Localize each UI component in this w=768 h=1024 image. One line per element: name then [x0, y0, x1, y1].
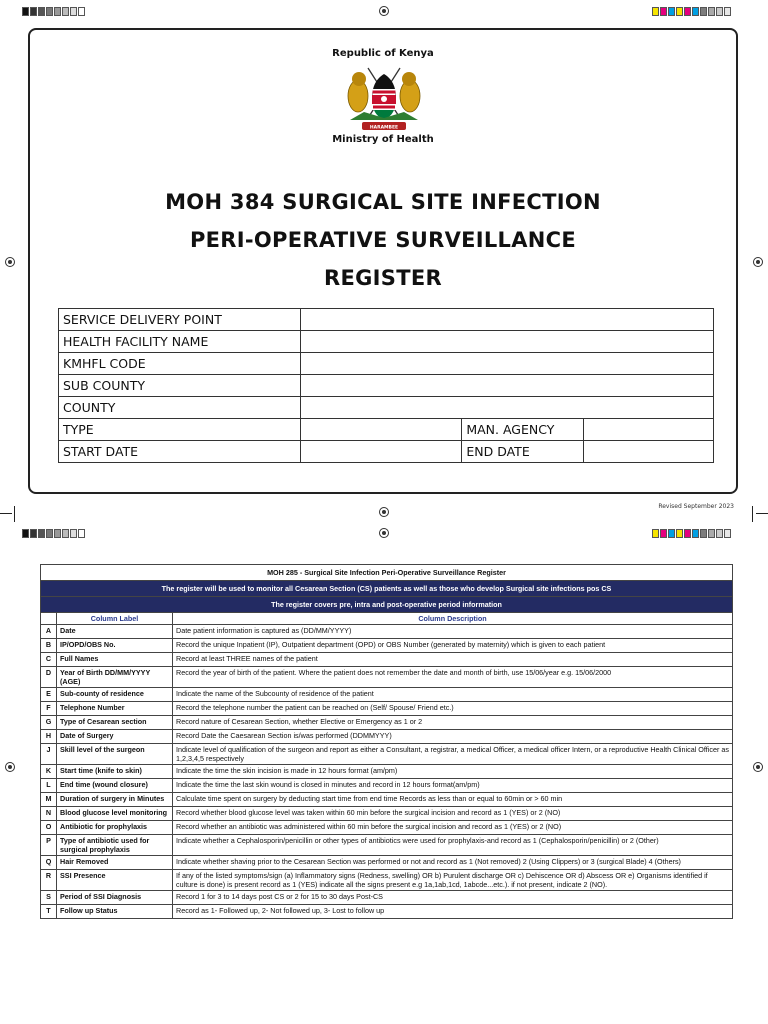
type-label: TYPE: [59, 419, 301, 441]
column-label: Sub-county of residence: [57, 688, 173, 702]
registration-mark-bottom-card: [379, 507, 389, 517]
column-label: Blood glucose level monitoring: [57, 807, 173, 821]
color-swatch: [46, 529, 53, 538]
column-description: Record at least THREE names of the patient: [173, 653, 733, 667]
color-swatch: [724, 529, 731, 538]
color-swatch: [660, 529, 667, 538]
column-label: Year of Birth DD/MM/YYYY (AGE): [57, 667, 173, 688]
color-swatch: [716, 529, 723, 538]
register-row: [41, 667, 733, 688]
column-label: Antibiotic for prophylaxis: [57, 821, 173, 835]
column-description: Indicate the time the skin incision is made in 12 hours format (am/pm): [173, 765, 733, 779]
registration-mark-right: [753, 257, 763, 267]
column-description: Indicate level of qualification of the surgeon and report as either a Consultant, a registrar, a medical Officer, a medical officer Intern, or a reproductive Health Clinical Officer as 1,2,3,4,5 respectively: [173, 744, 733, 765]
register-row: [41, 891, 733, 905]
start-date-field[interactable]: [300, 441, 462, 463]
register-row: [41, 639, 733, 653]
facility-info-table: [58, 308, 714, 463]
color-swatch: [30, 529, 37, 538]
column-label: End time (wound closure): [57, 779, 173, 793]
column-label: Skill level of the surgeon: [57, 744, 173, 765]
color-swatch: [676, 529, 683, 538]
registration-mark-left: [5, 257, 15, 267]
start-date-label: START DATE: [59, 441, 301, 463]
register-row: [41, 835, 733, 856]
info-row-health-facility-name: [59, 331, 714, 353]
gray-color-strip-mid-left: [22, 529, 86, 538]
color-swatch: [708, 7, 715, 16]
color-swatch: [692, 529, 699, 538]
register-row: [41, 779, 733, 793]
color-swatch: [668, 529, 675, 538]
register-row: [41, 821, 733, 835]
column-header-row: [41, 613, 733, 625]
cover-card: [28, 28, 738, 494]
register-title-line-1: MOH 384 SURGICAL SITE INFECTION: [165, 190, 601, 214]
column-letter: F: [41, 702, 57, 716]
county-field[interactable]: [300, 397, 713, 419]
county-label: COUNTY: [59, 397, 301, 419]
register-banner-row-2: [41, 597, 733, 613]
register-row: [41, 793, 733, 807]
column-letter: O: [41, 821, 57, 835]
register-heading-row: [41, 565, 733, 581]
color-swatch: [716, 7, 723, 16]
man-agency-label: MAN. AGENCY: [462, 419, 584, 441]
column-label: Date: [57, 625, 173, 639]
color-swatch: [684, 7, 691, 16]
register-row: [41, 765, 733, 779]
process-color-strip-top-right: [652, 7, 732, 16]
column-letter: S: [41, 891, 57, 905]
registration-mark-left-lower: [5, 762, 15, 772]
color-swatch: [38, 7, 45, 16]
column-label: Type of Cesarean section: [57, 716, 173, 730]
register-row: [41, 856, 733, 870]
color-swatch: [700, 7, 707, 16]
color-swatch: [78, 7, 85, 16]
color-swatch: [700, 529, 707, 538]
column-header-blank: [41, 613, 57, 625]
column-description: Indicate the time the last skin wound is closed in minutes and record in 12 hours format(am/pm): [173, 779, 733, 793]
column-description: Record the unique Inpatient (IP), Outpatient department (OPD) or OBS Number (generated by maternity) which is given to each patient: [173, 639, 733, 653]
color-swatch: [62, 7, 69, 16]
column-letter: J: [41, 744, 57, 765]
color-swatch: [38, 529, 45, 538]
man-agency-field[interactable]: [584, 419, 714, 441]
svg-text:HARAMBEE: HARAMBEE: [369, 125, 399, 131]
column-label: Telephone Number: [57, 702, 173, 716]
column-description: Date patient information is captured as (DD/MM/YYYY): [173, 625, 733, 639]
info-row-county: [59, 397, 714, 419]
register-row: [41, 702, 733, 716]
column-letter: D: [41, 667, 57, 688]
register-row: [41, 653, 733, 667]
column-description: Record as 1- Followed up, 2- Not followed up, 3- Lost to follow up: [173, 905, 733, 919]
color-swatch: [724, 7, 731, 16]
column-letter: H: [41, 730, 57, 744]
republic-label: Republic of Kenya: [332, 48, 434, 59]
color-swatch: [54, 529, 61, 538]
info-row-service-delivery-point: [59, 309, 714, 331]
column-label: Follow up Status: [57, 905, 173, 919]
color-swatch: [652, 529, 659, 538]
register-row: [41, 807, 733, 821]
column-label: Date of Surgery: [57, 730, 173, 744]
registration-mark-table-top: [379, 528, 389, 538]
column-label: IP/OPD/OBS No.: [57, 639, 173, 653]
service-delivery-point-field[interactable]: [300, 309, 713, 331]
register-instructions-table: [40, 564, 733, 919]
column-description: Record whether an antibiotic was administered within 60 min before the surgical incision and record as 1 (YES) or 2 (NO): [173, 821, 733, 835]
column-label: Hair Removed: [57, 856, 173, 870]
column-letter: R: [41, 870, 57, 891]
column-letter: T: [41, 905, 57, 919]
kmhfl-code-label: KMHFL CODE: [59, 353, 301, 375]
color-swatch: [30, 7, 37, 16]
register-row: [41, 744, 733, 765]
info-row-dates: [59, 441, 714, 463]
color-swatch: [54, 7, 61, 16]
process-color-strip-mid-right: [652, 529, 732, 538]
register-row: [41, 688, 733, 702]
register-banner-2: The register covers pre, intra and post-operative period information: [41, 597, 733, 613]
ministry-label: Ministry of Health: [332, 134, 434, 145]
revised-date-note: Revised September 2023: [658, 503, 734, 510]
column-letter: G: [41, 716, 57, 730]
registration-mark-right-lower: [753, 762, 763, 772]
type-field[interactable]: [300, 419, 462, 441]
column-letter: L: [41, 779, 57, 793]
column-label: SSI Presence: [57, 870, 173, 891]
register-row: [41, 905, 733, 919]
register-row: [41, 870, 733, 891]
column-letter: B: [41, 639, 57, 653]
column-letter: K: [41, 765, 57, 779]
info-row-type: [59, 419, 714, 441]
crop-mark: [756, 513, 768, 514]
health-facility-name-label: HEALTH FACILITY NAME: [59, 331, 301, 353]
column-description: Indicate whether a Cephalosporin/penicillin or other types of antibiotics were used for prophylaxis-and record as 1 (Cephalosporin/penicillin) or 2 (Other): [173, 835, 733, 856]
column-description-header: Column Description: [173, 613, 733, 625]
column-letter: N: [41, 807, 57, 821]
end-date-field[interactable]: [584, 441, 714, 463]
column-label: Duration of surgery in Minutes: [57, 793, 173, 807]
column-description: Record whether blood glucose level was taken within 60 min before the surgical incision and record as 1 (YES) or 2 (NO): [173, 807, 733, 821]
column-letter: P: [41, 835, 57, 856]
column-description: Record Date the Caesarean Section is/was performed (DDMMYYY): [173, 730, 733, 744]
column-description: Indicate whether shaving prior to the Cesarean Section was performed or not and record as 1 (Not removed) 2 (Using Clippers) or 3 (surgical Blade) 4 (Others): [173, 856, 733, 870]
color-swatch: [22, 7, 29, 16]
sub-county-field[interactable]: [300, 375, 713, 397]
column-label: Type of antibiotic used for surgical prophylaxis: [57, 835, 173, 856]
register-row: [41, 625, 733, 639]
color-swatch: [70, 7, 77, 16]
column-description: Record the year of birth of the patient. Where the patient does not remember the date and month of birth, use 15/06/year e.g. 15/06/2000: [173, 667, 733, 688]
color-swatch: [22, 529, 29, 538]
gray-color-strip-top-left: [22, 7, 86, 16]
color-swatch: [78, 529, 85, 538]
column-letter: M: [41, 793, 57, 807]
register-title-line-3: REGISTER: [324, 266, 442, 290]
column-label: Full Names: [57, 653, 173, 667]
column-description: Record nature of Cesarean Section, whether Elective or Emergency as 1 or 2: [173, 716, 733, 730]
column-label: Period of SSI Diagnosis: [57, 891, 173, 905]
color-swatch: [46, 7, 53, 16]
column-description: If any of the listed symptoms/sign (a) Inflammatory signs (Redness, swelling) OR b) Purulent discharge OR c) Dehiscence OR d) Abscess OR e) Organisms identified if culture is done) is present record as 1 (YES) indicate all the signs present e.g 1a,1ab,1cd, 1abcde...etc.). if not present, indicate 2 (NO).: [173, 870, 733, 891]
color-swatch: [660, 7, 667, 16]
info-row-kmhfl-code: [59, 353, 714, 375]
end-date-label: END DATE: [462, 441, 584, 463]
kenya-coat-of-arms-logo: [344, 62, 424, 134]
color-swatch: [676, 7, 683, 16]
register-row: [41, 730, 733, 744]
color-swatch: [668, 7, 675, 16]
column-letter: E: [41, 688, 57, 702]
column-description: Record 1 for 3 to 14 days post CS or 2 for 15 to 30 days Post-CS: [173, 891, 733, 905]
color-swatch: [708, 529, 715, 538]
color-swatch: [692, 7, 699, 16]
column-description: Indicate the name of the Subcounty of residence of the patient: [173, 688, 733, 702]
column-letter: A: [41, 625, 57, 639]
info-row-sub-county: [59, 375, 714, 397]
color-swatch: [652, 7, 659, 16]
register-row: [41, 716, 733, 730]
color-swatch: [684, 529, 691, 538]
column-description: Calculate time spent on surgery by deducting start time from end time Records as less than or equal to 60min or > 60 min: [173, 793, 733, 807]
column-description: Record the telephone number the patient can be reached on (Self/ Spouse/ Friend etc.): [173, 702, 733, 716]
sub-county-label: SUB COUNTY: [59, 375, 301, 397]
color-swatch: [62, 529, 69, 538]
health-facility-name-field[interactable]: [300, 331, 713, 353]
column-letter: C: [41, 653, 57, 667]
column-label: Start time (knife to skin): [57, 765, 173, 779]
kmhfl-code-field[interactable]: [300, 353, 713, 375]
register-title-line-2: PERI-OPERATIVE SURVEILLANCE: [189, 228, 577, 252]
crop-mark: [752, 506, 753, 522]
column-letter: Q: [41, 856, 57, 870]
column-label-header: Column Label: [57, 613, 173, 625]
register-heading: MOH 285 - Surgical Site Infection Peri-Operative Surveillance Register: [41, 565, 733, 581]
crop-mark: [0, 513, 12, 514]
registration-mark-top: [379, 6, 389, 16]
service-delivery-point-label: SERVICE DELIVERY POINT: [59, 309, 301, 331]
register-banner-row-1: [41, 581, 733, 597]
color-swatch: [70, 529, 77, 538]
crop-mark: [14, 506, 15, 522]
register-banner-1: The register will be used to monitor all Cesarean Section (CS) patients as well as those who develop Surgical site infections pos CS: [41, 581, 733, 597]
